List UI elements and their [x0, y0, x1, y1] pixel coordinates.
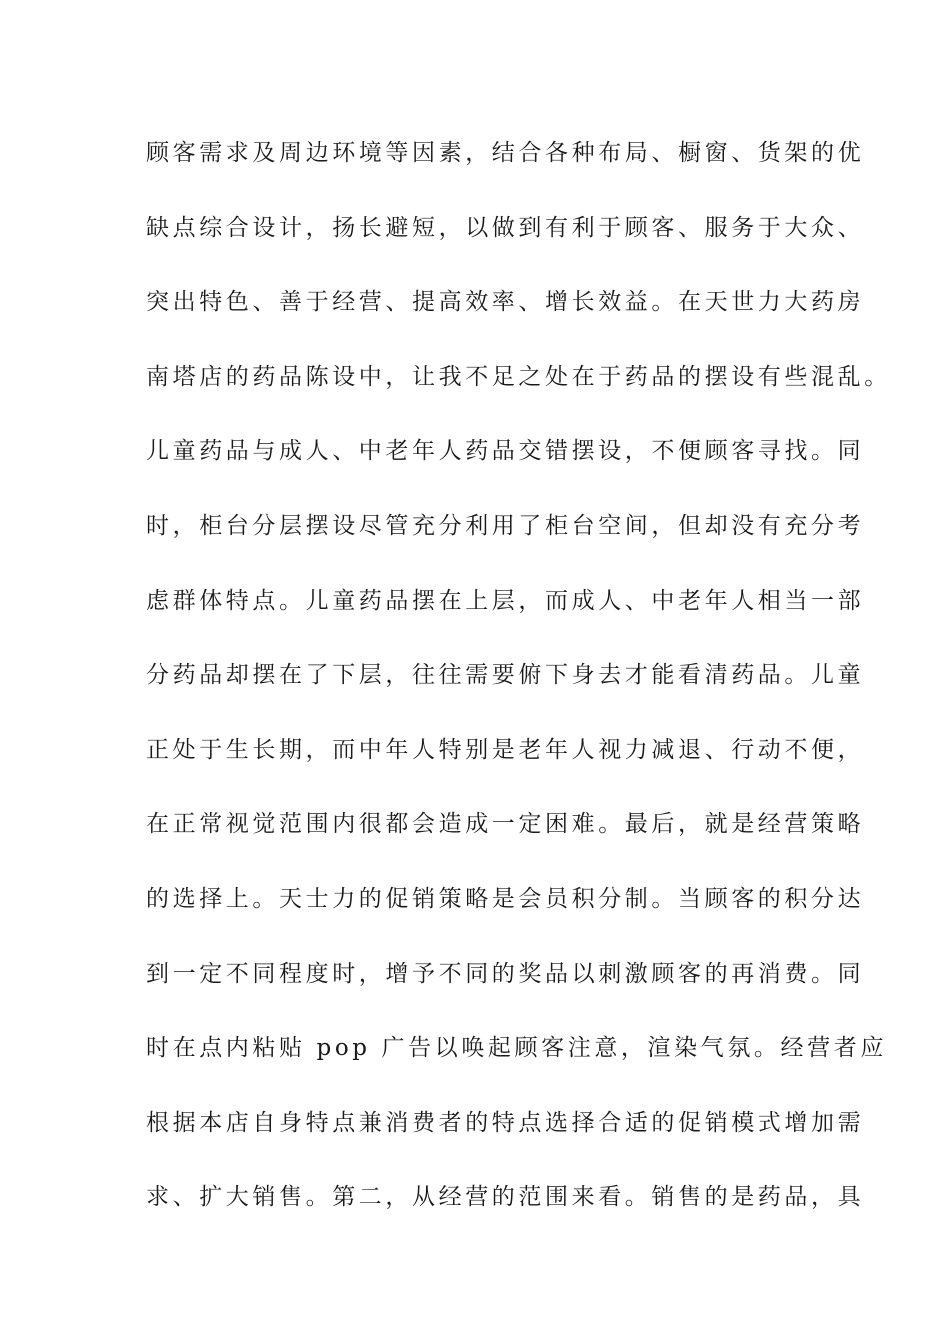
text-line: 分药品却摆在了下层，往往需要俯下身去才能看清药品。儿童 [146, 662, 865, 689]
text-line: 虑群体特点。儿童药品摆在上层，而成人、中老年人相当一部 [146, 587, 865, 614]
text-line: 正处于生长期，而中年人特别是老年人视力减退、行动不便， [146, 736, 865, 763]
text-line: 突出特色、善于经营、提高效率、增长效益。在天世力大药房 [146, 289, 865, 316]
text-line: 根据本店自身特点兼消费者的特点选择合适的促销模式增加需 [146, 1109, 865, 1136]
text-line: 儿童药品与成人、中老年人药品交错摆设，不便顾客寻找。同 [146, 438, 865, 465]
text-line: 顾客需求及周边环境等因素，结合各种布局、橱窗、货架的优 [146, 140, 865, 166]
text-line: 到一定不同程度时，增予不同的奖品以刺激顾客的再消费。同 [146, 960, 865, 987]
text-line: 的选择上。天士力的促销策略是会员积分制。当顾客的积分达 [146, 885, 865, 912]
text-line: 求、扩大销售。第二，从经营的范围来看。销售的是药品，具 [146, 1184, 865, 1211]
text-line: 时在点内粘贴 pop 广告以唤起顾客注意，渲染气氛。经营者应 [146, 1035, 887, 1062]
text-line: 缺点综合设计，扬长避短，以做到有利于顾客、服务于大众、 [146, 214, 865, 241]
body-text [146, 132, 891, 1251]
text-line: 南塔店的药品陈设中，让我不足之处在于药品的摆设有些混乱。 [146, 363, 891, 390]
text-line: 时，柜台分层摆设尽管充分利用了柜台空间，但却没有充分考 [146, 512, 865, 539]
text-line: 在正常视觉范围内很都会造成一定困难。最后，就是经营策略 [146, 811, 865, 838]
